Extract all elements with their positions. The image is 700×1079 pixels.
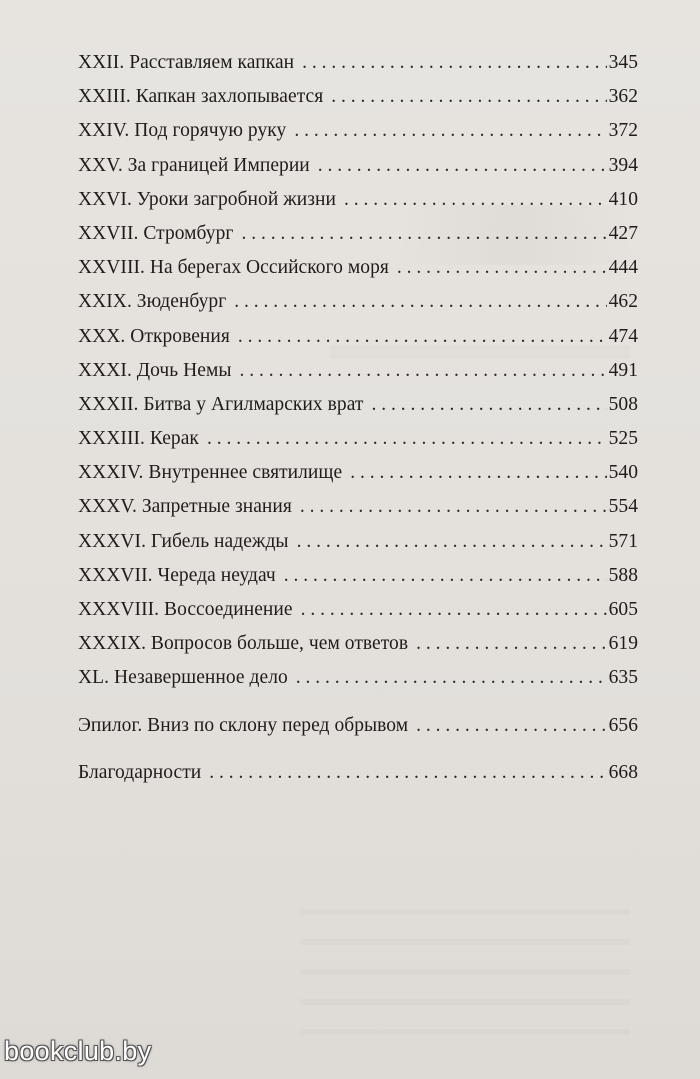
toc-entry-page: 345 xyxy=(608,52,638,73)
toc-entry-page: 656 xyxy=(608,714,638,736)
toc-entry-page: 462 xyxy=(608,291,638,313)
toc-entry[interactable] xyxy=(78,221,638,255)
dot-leader xyxy=(300,494,607,520)
toc-entry[interactable] xyxy=(78,84,638,118)
toc-entry-title: XXXIV. Внутреннее святилище xyxy=(78,462,343,484)
toc-entry-page: 554 xyxy=(608,496,638,518)
dot-leader xyxy=(209,760,606,786)
toc-entry-title: XXII. Расставляем капкан xyxy=(78,52,295,73)
dot-leader xyxy=(371,392,606,418)
toc-entry[interactable] xyxy=(78,563,638,597)
toc-entry-page: 508 xyxy=(608,393,638,415)
toc-entry[interactable] xyxy=(78,50,638,84)
dot-leader xyxy=(240,358,607,384)
toc-entry-title: XXIII. Капкан захлопывается xyxy=(78,86,324,108)
dot-leader xyxy=(294,118,606,144)
toc-entry[interactable] xyxy=(78,494,638,528)
dot-leader xyxy=(318,153,607,179)
toc-entry-page: 619 xyxy=(608,633,638,655)
dot-leader xyxy=(284,563,607,589)
toc-entry-page: 491 xyxy=(608,359,638,381)
toc-entry-title: XXV. За границей Империи xyxy=(78,154,310,176)
toc-entry[interactable] xyxy=(78,255,638,289)
toc-entry-page: 444 xyxy=(608,257,638,279)
toc-entry-title: XXIX. Зюденбург xyxy=(78,291,227,313)
toc-entry-title: Благодарности xyxy=(78,761,202,783)
toc-entry-page: 362 xyxy=(608,86,638,108)
toc-entry-page: 474 xyxy=(608,325,638,347)
toc-entry-title: XXXI. Дочь Немы xyxy=(78,359,232,381)
toc-entry-title: XXXVII. Череда неудач xyxy=(78,564,276,586)
toc-entry-title: XXVII. Стромбург xyxy=(78,222,234,244)
toc-entry-page: 635 xyxy=(608,667,638,689)
toc-entry-title: XXXV. Запретные знания xyxy=(78,496,292,518)
toc-entry-title: XXIV. Под горячую руку xyxy=(78,120,287,142)
toc-entry-page: 605 xyxy=(608,599,638,620)
toc-entry-title: XXXIII. Керак xyxy=(78,428,199,450)
toc-entry[interactable] xyxy=(78,118,638,152)
toc-entry-page: 588 xyxy=(608,564,638,586)
toc-entry-page: 394 xyxy=(608,154,638,176)
dot-leader xyxy=(207,426,607,452)
dot-leader xyxy=(296,665,607,691)
toc-entry-page: 410 xyxy=(608,188,638,210)
toc-entry-title: XXVI. Уроки загробной жизни xyxy=(78,188,336,210)
dot-leader xyxy=(238,324,607,350)
toc-entry-page: 372 xyxy=(608,120,638,142)
dot-leader xyxy=(234,289,606,315)
toc-entry-page: 427 xyxy=(608,222,638,244)
toc-entry-title: XXXIX. Вопросов больше, чем ответов xyxy=(78,633,409,655)
toc-entry[interactable] xyxy=(78,426,638,460)
toc-entry-page: 525 xyxy=(608,428,638,450)
toc-entry-title: XXXVI. Гибель надежды xyxy=(78,530,289,552)
toc-entry-title: XXXVIII. Воссоединение xyxy=(78,599,293,620)
toc-entry[interactable] xyxy=(78,358,638,392)
toc-entry-title: XL. Незавершенное дело xyxy=(78,667,288,689)
site-watermark: bookclub.by xyxy=(4,1036,152,1066)
toc-entry[interactable] xyxy=(78,392,638,426)
dot-leader xyxy=(241,221,606,247)
toc-entry-title: Эпилог. Вниз по склону перед обрывом xyxy=(78,714,409,736)
toc-entry-acknowledgements[interactable] xyxy=(78,760,638,794)
table-of-contents xyxy=(78,50,638,794)
toc-entry[interactable] xyxy=(78,665,638,699)
dot-leader xyxy=(297,529,607,555)
toc-entry[interactable] xyxy=(78,153,638,187)
dot-leader xyxy=(350,460,606,486)
toc-entry[interactable] xyxy=(78,289,638,323)
dot-leader xyxy=(301,597,607,623)
toc-entry[interactable] xyxy=(78,460,638,494)
toc-entry[interactable] xyxy=(78,529,638,563)
toc-entry-title: XXX. Откровения xyxy=(78,325,230,347)
toc-entry-title: XXVIII. На берегах Оссийского моря xyxy=(78,257,389,279)
show-through-decoration xyxy=(300,885,630,1035)
toc-entry-epilogue[interactable] xyxy=(78,713,638,747)
toc-entry-page: 668 xyxy=(608,761,638,783)
dot-leader xyxy=(416,713,606,739)
dot-leader xyxy=(397,255,607,281)
toc-entry[interactable] xyxy=(78,187,638,221)
toc-entry-page: 540 xyxy=(608,462,638,484)
dot-leader xyxy=(344,187,607,213)
toc-entry-page: 571 xyxy=(608,530,638,552)
toc-entry[interactable] xyxy=(78,631,638,665)
toc-entry[interactable] xyxy=(78,597,638,631)
toc-entry[interactable] xyxy=(78,324,638,358)
dot-leader xyxy=(331,84,606,110)
toc-entry-title: XXXII. Битва у Агилмарских врат xyxy=(78,393,364,415)
dot-leader xyxy=(302,50,606,76)
dot-leader xyxy=(416,631,606,657)
